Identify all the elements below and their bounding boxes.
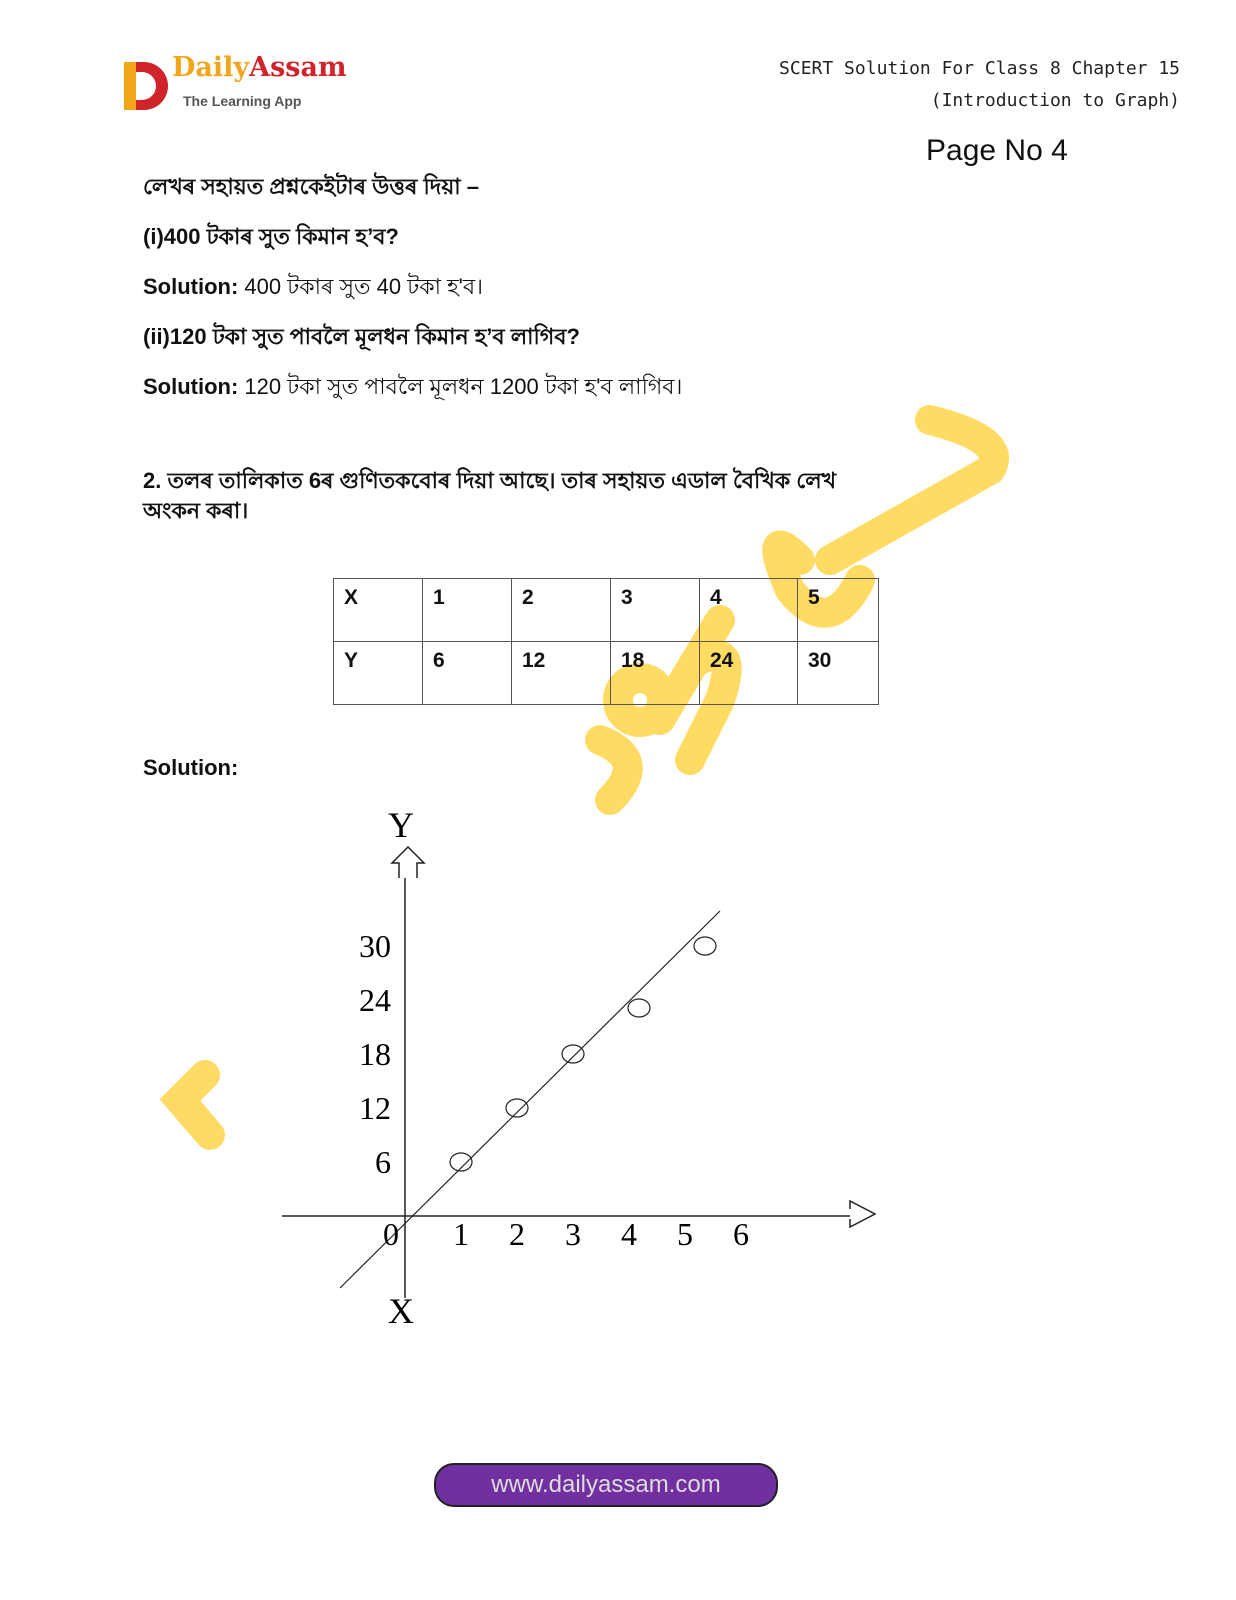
table-cell: 24 [700, 642, 798, 705]
brand-tagline: The Learning App [183, 93, 302, 109]
table-cell: 30 [798, 642, 879, 705]
x-tick-label: 3 [565, 1216, 581, 1252]
table-cell: 18 [611, 642, 700, 705]
question-3-line2: অংকন কৰা। [143, 498, 249, 523]
table-cell: 3 [611, 579, 700, 642]
table-cell: 5 [798, 579, 879, 642]
y-tick-label: 18 [359, 1036, 391, 1072]
x-tick-label: 0 [383, 1216, 399, 1252]
x-tick-label: 6 [733, 1216, 749, 1252]
y-axis-label: Y [388, 805, 414, 845]
line-graph [143, 803, 1093, 1343]
solution-label: Solution: [143, 374, 239, 399]
x-tick-label: 2 [509, 1216, 525, 1252]
y-tick-label: 12 [359, 1090, 391, 1126]
solution-label-2: Solution: [143, 755, 239, 780]
table-cell: 12 [512, 642, 611, 705]
x-tick-label: 1 [453, 1216, 469, 1252]
answer-2 [143, 372, 1093, 402]
data-point [562, 1045, 584, 1063]
y-tick-label: 24 [359, 982, 391, 1018]
answer-1 [143, 272, 1093, 302]
data-point [506, 1099, 528, 1117]
content [143, 172, 1093, 1343]
y-tick-label: 6 [375, 1144, 391, 1180]
doc-subtitle: (Introduction to Graph) [930, 90, 1180, 111]
data-point [628, 999, 650, 1017]
question-1: (i)400 টকাৰ সুত কিমান হ’ব? [143, 224, 399, 249]
intro-text: লেখৰ সহায়ত প্ৰশ্নকেইটাৰ উত্তৰ দিয়া – [143, 174, 480, 199]
answer-text: 120 টকা সুত পাবলৈ মূলধন 1200 টকা হ'ব লাগিব। [238, 374, 683, 399]
table-cell: 1 [423, 579, 512, 642]
question-2: (ii)120 টকা সুত পাবলৈ মূলধন কিমান হ’ব লাগিব? [143, 324, 580, 349]
doc-title: SCERT Solution For Class 8 Chapter 15 [779, 58, 1180, 79]
question-3-line1: 2. তলৰ তালিকাত 6ৰ গুণিতকবোৰ দিয়া আছে। তাৰ সহায়ত এডাল বৈখিক লেখ [143, 468, 837, 493]
solution-label: Solution: [143, 274, 239, 299]
brand-logo [172, 52, 347, 84]
y-tick-label: 30 [359, 928, 391, 964]
brand-part-1: Daily [172, 52, 250, 83]
table-cell: X [334, 579, 423, 642]
answer-text: 400 টকাৰ সুত 40 টকা হ'ব। [238, 274, 483, 299]
website-link[interactable]: www.dailyassam.com [434, 1463, 778, 1507]
x-tick-label: 5 [677, 1216, 693, 1252]
table-cell: 2 [512, 579, 611, 642]
brand-part-2: Assam [249, 52, 347, 83]
table-cell: Y [334, 642, 423, 705]
x-arrow-icon [850, 1201, 875, 1227]
spacer [143, 422, 1093, 466]
multiples-table [333, 578, 879, 705]
x-axis-label: X [388, 1291, 414, 1331]
table-cell: 4 [700, 579, 798, 642]
data-point [694, 937, 716, 955]
page-number: Page No 4 [926, 134, 1068, 167]
x-tick-label: 4 [621, 1216, 637, 1252]
y-arrow-icon [392, 847, 424, 878]
table-row [334, 579, 879, 642]
logo-icon [124, 58, 168, 114]
table-row [334, 642, 879, 705]
table-cell: 6 [423, 642, 512, 705]
